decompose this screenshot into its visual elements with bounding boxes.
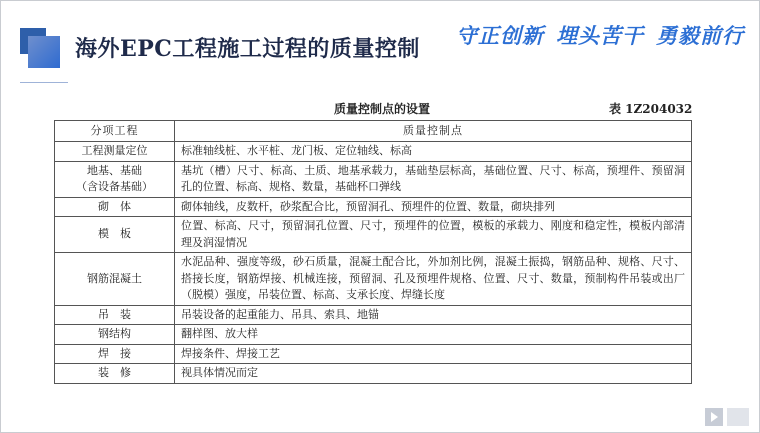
slide-title: 海外EPC工程施工过程的质量控制: [75, 36, 420, 62]
table-header-row: [55, 121, 692, 142]
table-row: [55, 217, 692, 253]
table-row: [55, 253, 692, 306]
row-points-cell: 基坑（槽）尺寸、标高、土质、地基承载力，基础垫层标高，基础位置、尺寸、标高，预埋件、预留洞孔的位置、标高、规格、数量，基础杯口弹线: [175, 161, 692, 197]
row-item-cell: 砌 体: [55, 197, 175, 217]
row-points-cell: 焊接条件、焊接工艺: [175, 344, 692, 364]
column-header: 质量控制点: [175, 121, 692, 142]
row-item-cell: 装 修: [55, 364, 175, 384]
row-points-cell: 视具体情况而定: [175, 364, 692, 384]
row-item-cell: 钢结构: [55, 325, 175, 345]
table-row: [55, 305, 692, 325]
table-row: [55, 142, 692, 162]
slogan-part: 守正创新: [456, 24, 544, 48]
table-number: 表 1Z204032: [609, 102, 693, 116]
table-row: [55, 364, 692, 384]
row-points-cell: 吊装设备的起重能力、吊具、索具、地锚: [175, 305, 692, 325]
table-row: [55, 197, 692, 217]
table-row: [55, 325, 692, 345]
logo-squares-icon: [20, 28, 68, 76]
table-caption: [54, 96, 694, 120]
column-header: 分项工程: [55, 121, 175, 142]
next-slide-arrow-icon[interactable]: [705, 408, 723, 426]
slogan: [456, 20, 756, 50]
row-item-cell: 钢筋混凝土: [55, 253, 175, 306]
row-points-cell: 位置、标高、尺寸，预留洞孔位置、尺寸，预埋件的位置，模板的承载力、刚度和稳定性，模板内部清理及润湿情况: [175, 217, 692, 253]
quality-control-table: [54, 120, 692, 384]
slogan-part: 勇毅前行: [656, 24, 744, 48]
row-points-cell: 水泥品种、强度等级，砂石质量，混凝土配合比，外加剂比例，混凝土振捣，钢筋品种、规格、尺寸、搭接长度，钢筋焊接、机械连接，预留洞、孔及预埋件规格、位置、尺寸、数量，预制构件吊装或出厂（脱模）强度，吊装位置、标高、支承长度、焊缝长度: [175, 253, 692, 306]
table-row: [55, 161, 692, 197]
row-item-cell: 吊 装: [55, 305, 175, 325]
row-item-cell: 工程测量定位: [55, 142, 175, 162]
slogan-part: 埋头苦干: [556, 24, 644, 48]
row-points-cell: 标准轴线桩、水平桩、龙门板、定位轴线、标高: [175, 142, 692, 162]
row-item-cell: 焊 接: [55, 344, 175, 364]
table-title: 质量控制点的设置: [334, 102, 431, 116]
table-row: [55, 344, 692, 364]
page-number-box: [727, 408, 749, 426]
document-scan: [54, 96, 694, 384]
row-points-cell: 翻样图、放大样: [175, 325, 692, 345]
row-item-cell: 地基、基础 （含设备基础）: [55, 161, 175, 197]
row-item-cell: 模 板: [55, 217, 175, 253]
row-points-cell: 砌体轴线，皮数杆，砂浆配合比，预留洞孔、预埋件的位置、数量，砌块排列: [175, 197, 692, 217]
